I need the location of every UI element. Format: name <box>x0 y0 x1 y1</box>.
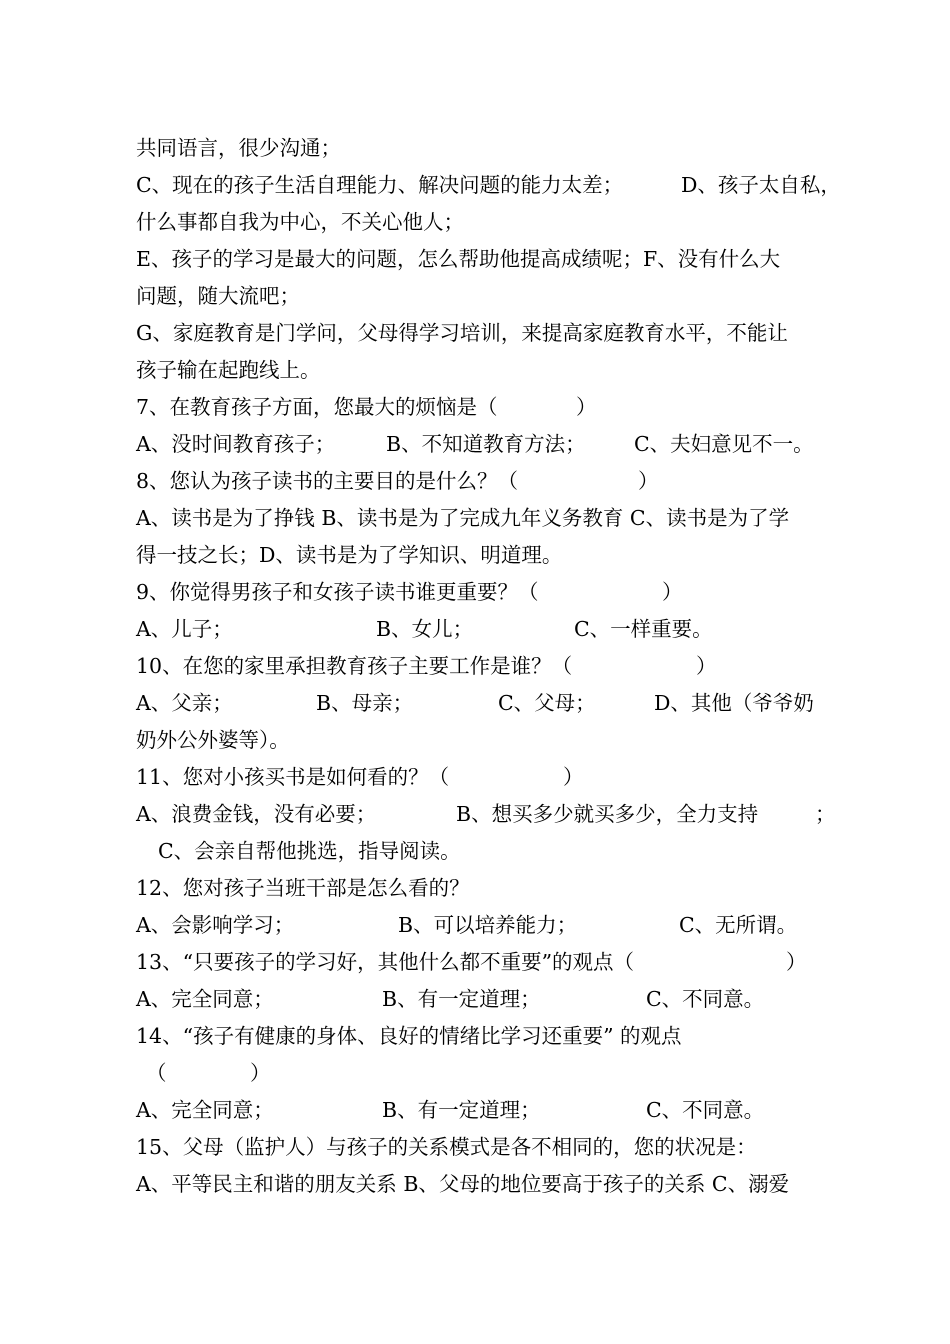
text-line <box>136 611 826 648</box>
text-line <box>136 352 826 389</box>
text-segment: ； <box>815 802 836 826</box>
text-line <box>136 574 826 611</box>
text-line <box>136 981 826 1018</box>
text-segment: 9、你觉得男孩子和女孩子读书谁更重要？（ <box>136 580 539 604</box>
text-line <box>136 796 836 833</box>
text-line <box>136 278 826 315</box>
text-segment: A、平等民主和谐的朋友关系 B、父母的地位要高于孩子的关系 C、溺爱 <box>136 1172 790 1196</box>
text-segment: 15、父母（监护人）与孩子的关系模式是各不相同的，您的状况是： <box>136 1135 757 1159</box>
text-segment: A、会影响学习； <box>136 913 295 937</box>
text-segment: 什么事都自我为中心，不关心他人； <box>136 210 464 234</box>
text-segment: A、完全同意； <box>136 987 274 1011</box>
text-line <box>136 648 826 685</box>
text-line <box>136 1166 826 1203</box>
text-line <box>136 167 841 204</box>
text-line <box>136 130 826 167</box>
text-segment: C、无所谓。 <box>679 913 798 937</box>
text-line <box>136 315 826 352</box>
text-segment: ） <box>638 469 659 493</box>
text-segment: ） <box>576 395 597 419</box>
text-segment: A、完全同意； <box>136 1098 274 1122</box>
text-segment: C、不同意。 <box>646 987 765 1011</box>
text-segment: （ <box>146 1061 167 1085</box>
text-segment: 问题，随大流吧； <box>136 284 300 308</box>
text-segment: C、父母； <box>498 691 596 715</box>
text-line <box>136 389 826 426</box>
text-segment: ） <box>786 950 807 974</box>
text-segment: 13、“只要孩子的学习好，其他什么都不重要”的观点（ <box>136 950 635 974</box>
text-segment: C、会亲自帮他挑选，指导阅读。 <box>158 839 461 863</box>
text-segment: 得一技之长；D、读书是为了学知识、明道理。 <box>136 543 563 567</box>
text-line <box>136 1092 826 1129</box>
text-segment: A、父亲； <box>136 691 233 715</box>
text-segment: 奶外公外婆等）。 <box>136 728 290 752</box>
text-line <box>136 426 826 463</box>
text-segment: B、母亲； <box>316 691 414 715</box>
text-line <box>136 204 826 241</box>
text-segment: B、可以培养能力； <box>398 913 578 937</box>
text-segment: D、孩子太自私， <box>681 173 841 197</box>
text-line <box>136 870 826 907</box>
text-line <box>136 500 826 537</box>
text-segment: C、不同意。 <box>646 1098 765 1122</box>
text-segment: B、想买多少就买多少，全力支持 <box>456 802 759 826</box>
text-line <box>136 537 826 574</box>
text-segment: B、不知道教育方法； <box>386 432 586 456</box>
text-segment: A、儿子； <box>136 617 233 641</box>
text-segment: 共同语言，很少沟通； <box>136 136 341 160</box>
text-segment: D、其他（爷爷奶 <box>654 691 814 715</box>
text-segment: 14、“孩子有健康的身体、良好的情绪比学习还重要” 的观点 <box>136 1024 682 1048</box>
text-segment: E、孩子的学习是最大的问题，怎么帮助他提高成绩呢；F、没有什么大 <box>136 247 781 271</box>
text-line <box>136 722 826 759</box>
text-segment: 孩子输在起跑线上。 <box>136 358 321 382</box>
text-line <box>136 907 826 944</box>
text-segment: 10、在您的家里承担教育孩子主要工作是谁？（ <box>136 654 573 678</box>
text-line <box>136 1129 826 1166</box>
text-segment: G、家庭教育是门学问，父母得学习培训，来提高家庭教育水平，不能让 <box>136 321 788 345</box>
text-line <box>136 1055 826 1092</box>
text-segment: ） <box>662 580 683 604</box>
text-line <box>136 241 826 278</box>
text-segment: ） <box>250 1061 271 1085</box>
text-segment: A、浪费金钱，没有必要； <box>136 802 377 826</box>
text-segment: A、读书是为了挣钱 B、读书是为了完成九年义务教育 C、读书是为了学 <box>136 506 790 530</box>
text-line <box>136 944 826 981</box>
text-segment: C、夫妇意见不一。 <box>634 432 814 456</box>
text-segment: 8、您认为孩子读书的主要目的是什么？（ <box>136 469 519 493</box>
text-segment: A、没时间教育孩子； <box>136 432 336 456</box>
text-segment: B、有一定道理； <box>382 987 541 1011</box>
text-line <box>136 1018 826 1055</box>
text-segment: C、一样重要。 <box>574 617 713 641</box>
document-page <box>136 130 841 1203</box>
text-segment: B、女儿； <box>376 617 474 641</box>
text-segment: B、有一定道理； <box>382 1098 541 1122</box>
text-line <box>136 833 826 870</box>
text-line <box>136 759 826 796</box>
text-segment: ） <box>563 765 584 789</box>
text-segment: 12、您对孩子当班干部是怎么看的？ <box>136 876 470 900</box>
text-segment: C、现在的孩子生活自理能力、解决问题的能力太差； <box>136 173 624 197</box>
text-segment: 7、在教育孩子方面，您最大的烦恼是（ <box>136 395 498 419</box>
text-line <box>136 463 826 500</box>
text-line <box>136 685 826 722</box>
text-segment: ） <box>696 654 717 678</box>
text-segment: 11、您对小孩买书是如何看的？（ <box>136 765 450 789</box>
